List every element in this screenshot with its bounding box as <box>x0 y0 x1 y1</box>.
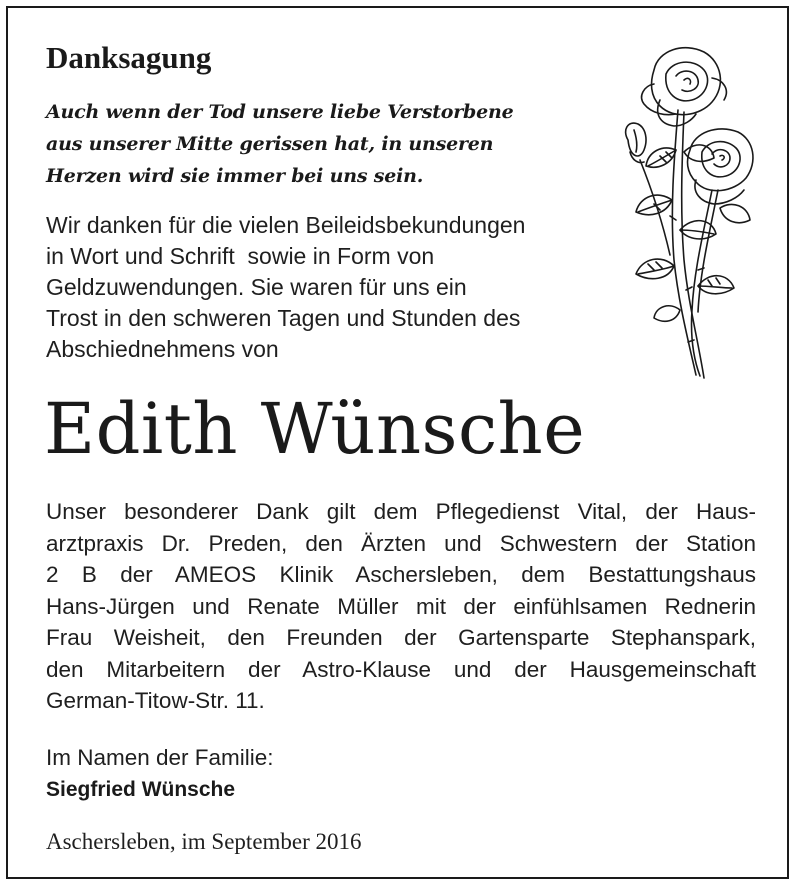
acknowledgement-paragraph <box>46 496 756 717</box>
acknowledgement-line: Hans-Jürgen und Renate Müller mit der einfühlsamen Rednerin <box>46 593 756 619</box>
motto-line: Auch wenn der Tod unsere liebe Verstorbene <box>46 101 514 123</box>
thanks-line: Trost in den schweren Tagen und Stunden des <box>46 305 521 331</box>
motto-line: Herzen wird sie immer bei uns sein. <box>46 165 424 187</box>
rose-illustration-icon <box>600 40 760 385</box>
on-behalf-line: Im Namen der Familie: <box>46 745 274 770</box>
thanks-line: in Wort und Schrift sowie in Form von <box>46 243 435 269</box>
thanks-line: Wir danken für die vielen Beileidsbekundungen <box>46 212 526 238</box>
thanks-line: Abschiednehmens von <box>46 336 279 362</box>
thanks-line: Geldzuwendungen. Sie waren für uns ein <box>46 274 467 300</box>
acknowledgement-line: Frau Weisheit, den Freunden der Gartensparte Stephanspark, <box>46 625 756 650</box>
motto-line: aus unserer Mitte gerissen hat, in unseren <box>46 133 494 155</box>
acknowledgement-line: den Mitarbeitern der Astro-Klause und der Hausgemeinschaft <box>46 656 756 682</box>
acknowledgement-line: Unser besonderer Dank gilt dem Pflegedienst Vital, der Haus- <box>46 499 756 524</box>
deceased-name: Edith Wünsche <box>44 388 586 470</box>
acknowledgement-line: arztpraxis Dr. Preden, den Ärzten und Schwestern der Station <box>46 530 756 556</box>
place-date-line: Aschersleben, im September 2016 <box>46 829 362 854</box>
acknowledgement-line: 2 B der AMEOS Klinik Aschersleben, dem Bestattungshaus <box>46 562 756 587</box>
notice-motto <box>46 96 606 192</box>
acknowledgement-line: German-Titow-Str. 11. <box>46 688 265 713</box>
signer-name: Siegfried Wünsche <box>46 778 236 801</box>
notice-heading: Danksagung <box>46 40 212 75</box>
thanks-paragraph <box>46 210 606 365</box>
